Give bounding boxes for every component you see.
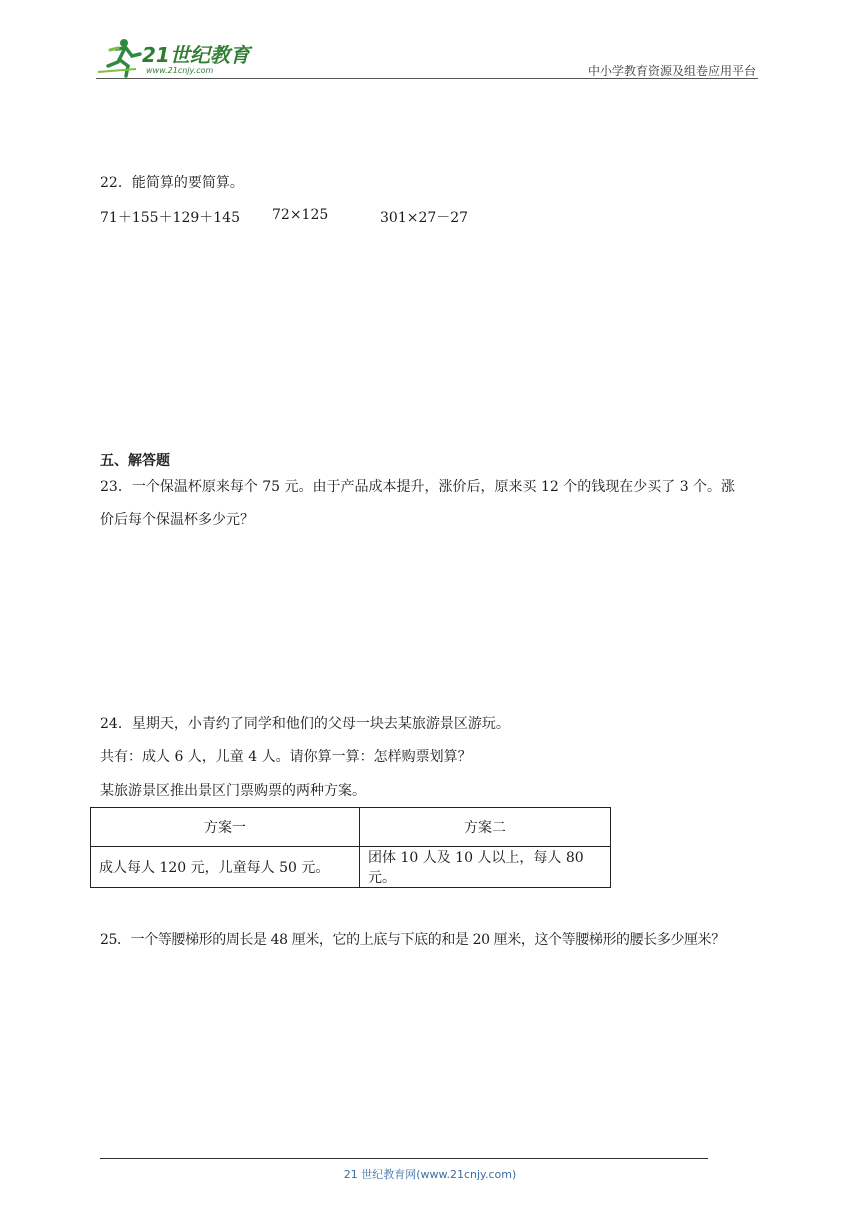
footer-divider	[100, 1158, 708, 1159]
footer-text: 21 世纪教育网(www.21cnjy.com)	[343, 1168, 517, 1181]
q23-line-1: 23．一个保温杯原来每个 75 元。由于产品成本提升，涨价后，原来买 12 个的钱现在少买了 3 个。涨	[100, 479, 736, 495]
q24-line-1: 24．星期天，小青约了同学和他们的父母一块去某旅游景区游玩。	[100, 716, 510, 732]
logo-text: 21世纪教育	[142, 43, 250, 67]
plan-2-header: 方案二	[360, 808, 611, 847]
site-logo	[96, 36, 266, 78]
plan-2-detail: 团体 10 人及 10 人以上，每人 80 元。	[360, 847, 611, 888]
platform-name: 中小学教育资源及组卷应用平台	[587, 64, 756, 78]
plan-1-detail: 成人每人 120 元，儿童每人 50 元。	[91, 847, 360, 888]
q22-expr-2: 72×125	[272, 207, 329, 223]
section-heading: 五、解答题	[100, 453, 170, 469]
q22-expr-1: 71＋155＋129＋145	[100, 210, 240, 226]
q24-line-3: 某旅游景区推出景区门票购票的两种方案。	[100, 783, 366, 799]
q25-text: 25．一个等腰梯形的周长是 48 厘米，它的上底与下底的和是 20 厘米，这个等腰梯形的腰长多少厘米？	[100, 932, 725, 948]
plan-1-header: 方案一	[91, 808, 360, 847]
plan-table	[90, 807, 611, 888]
table-row	[91, 847, 611, 888]
logo-url: www.21cnjy.com	[146, 66, 214, 75]
q22-expr-3: 301×27－27	[380, 210, 469, 226]
q23-line-2: 价后每个保温杯多少元？	[100, 512, 254, 528]
q22-title: 22．能简算的要简算。	[100, 175, 244, 191]
table-header-row	[91, 808, 611, 847]
header-divider	[96, 78, 758, 79]
q24-line-2: 共有：成人 6 人，儿童 4 人。请你算一算：怎样购票划算？	[100, 749, 472, 765]
